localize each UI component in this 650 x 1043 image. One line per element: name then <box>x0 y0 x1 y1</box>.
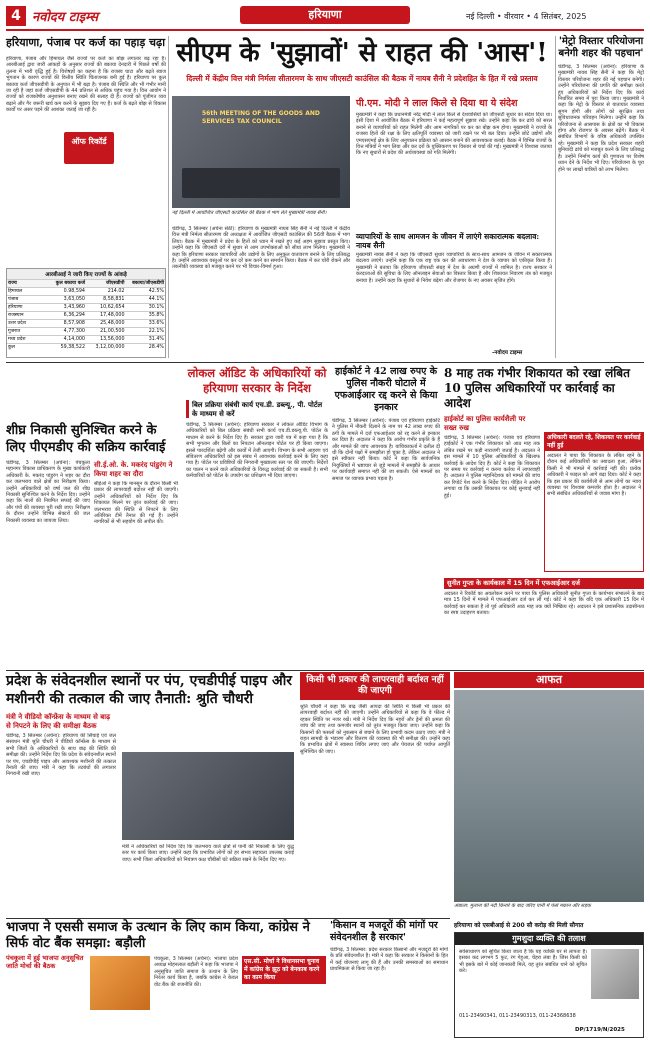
complaint-box <box>544 432 644 572</box>
table-cell: हरियाणा <box>8 305 23 310</box>
dais <box>182 168 340 198</box>
complaint-box-2 <box>444 578 644 666</box>
table-cell: 25,48,000 <box>100 321 125 326</box>
farmers-headline: 'किसान व मजदूरों की मांगों पर संवेदनशील है सरकार' <box>330 920 438 943</box>
missing-title: गुमशुदा व्यक्ति की तलाश <box>455 933 643 945</box>
missing-block <box>454 932 644 1038</box>
bjp-callout: एस.सी. मोर्चा ने विधानसभा चुनाव में कांग्रेस के झूठ को बेनकाब करने का काम किया <box>242 956 326 984</box>
lead-right-body-2: मुख्यमंत्री नायब सैनी ने कहा कि जीएसटी सुधार व्यापारियों के साथ-साथ आमजन के जीवन में सकारात्मक बदलाव लाएंगे। उन्होंने कहा कि एक राष्ट्र एक कर की अवधारणा ने देश के व्यापार को एकीकृत किया है। मुख्यमंत्री ने बताया कि हरियाणा जीएसटी संग्रह में देश के अग्रणी राज्यों में शामिल है। राज्य सरकार ने करदाताओं की सुविधा के लिए ऑनलाइन सेवाओं का विस्तार किया है और शिकायत निवारण तंत्र को मजबूत बनाया है। उन्होंने कहा कि सुधारों से निवेश बढ़ेगा और रोजगार के नए अवसर सृजित होंगे। <box>356 252 552 284</box>
lead-subhead-2: व्यापारियों के साथ आमजन के जीवन में लाएंगे सकारात्मक बदलाव: नायब सैनी <box>356 232 540 250</box>
table-cell: 35.8% <box>148 313 164 318</box>
pmda-body-b: सीईओ ने कहा कि मानसून के दौरान किसी भी प्रकार की लापरवाही बर्दाश्त नहीं की जाएगी। उन्होंने अधिकारियों को निर्देश दिए कि शिकायत मिलने पर तुरंत कार्रवाई की जाए। जलभराव की स्थिति से निपटने के लिए अतिरिक्त टीमें तैनात की गई हैं। उन्होंने नागरिकों से भी सहयोग की अपील की। <box>94 481 178 526</box>
table-cell: 28.4% <box>148 345 164 350</box>
table-row <box>7 287 165 295</box>
pmda-kicker <box>94 460 178 601</box>
table-row <box>7 295 165 303</box>
table-cell: 10,62,654 <box>100 305 125 310</box>
table-cell: राजस्थान <box>8 313 24 318</box>
lead-story <box>172 36 552 358</box>
table-cell: 17,48,000 <box>100 313 125 318</box>
gst-meeting-photo <box>172 96 350 208</box>
table-title: आरबीआई ने जारी किए राज्यों के आंकड़े <box>7 269 165 279</box>
table-cell: 3,43,960 <box>63 305 85 310</box>
flood-photo <box>454 690 644 902</box>
masthead <box>0 0 650 32</box>
table-cell: 22.1% <box>148 329 164 334</box>
audit-kicker <box>186 400 328 418</box>
table-cell: मध्य प्रदेश <box>8 337 26 342</box>
minister-photo <box>122 752 294 840</box>
complaint-block <box>444 366 644 666</box>
pmda-kicker-text: सी.ई.ओ. के. मकरंद पांडुरंग ने किया शहर का दौरा <box>94 460 173 478</box>
table-cell: उत्तर प्रदेश <box>8 321 26 326</box>
table-header-row <box>7 279 165 287</box>
bjp-body: पंचकूला, 3 सितम्बर (अर्चना): भाजपा प्रदेश अध्यक्ष मोहनलाल बड़ौली ने कहा कि भाजपा ने अनुसूचित जाति समाज के उत्थान के लिए निरंतर कार्य किया है, जबकि कांग्रेस ने केवल वोट बैंक की राजनीति की। <box>154 956 238 988</box>
bjp-kicker: पंचकूला में हुई भाजपा अनुसूचित जाति मोर्चा की बैठक <box>6 954 84 970</box>
row-rule-2 <box>6 670 644 671</box>
table-cell: 3,63,050 <box>63 297 85 302</box>
column-divider-2 <box>555 36 556 358</box>
row-rule-3 <box>6 918 450 919</box>
table-cell: 33.6% <box>148 321 164 326</box>
table-cell: 8,58,831 <box>103 297 125 302</box>
farmers-block <box>330 920 448 1038</box>
section-head: पी.एम. मोदी ने लाल किले से दिया था ये संदेश <box>356 98 518 109</box>
complaint-box2-body: अदालत ने रिकॉर्ड का अवलोकन करने पर पाया कि पुलिस अधिकारी सुनीत गुप्ता के कार्यभार संभालने के बाद मात्र 15 दिनों में मामले में एफआईआर दर्ज कर ली गई। कोर्ट ने कहा कि यदि एक अधिकारी 15 दिन में कार्रवाई कर सकता है तो पूर्व अधिकारी आठ माह तक क्यों निष्क्रिय रहे। अदालत ने इसे प्रशासनिक उदासीनता का स्पष्ट उदाहरण बताया। <box>444 591 644 617</box>
scam-headline: हाईकोर्ट ने 42 लाख रुपए के पुलिस नौकरी घोटाले में एफआईआर रद्द करने से किया इनकार <box>334 366 438 413</box>
table-row <box>7 303 165 311</box>
masthead-rule <box>6 29 644 31</box>
photo-caption: नई दिल्ली में आयोजित जीएसटी काउंसिल की बैठक में भाग लेते मुख्यमंत्री नायब सैनी। <box>172 210 327 216</box>
audit-body: चंडीगढ़, 3 सितम्बर (अर्चना): हरियाणा सरकार ने लोकल ऑडिट विभाग के अधिकारियों को बिल प्रक्रिया संबंधी सभी कार्य एच.डी.डब्ल्यू.पी. पोर्टल के माध्यम से करने के निर्देश दिए हैं। सरकार द्वारा जारी पत्र में कहा गया है कि सभी भुगतान और बिलों का निपटान ऑनलाइन पोर्टल पर ही किया जाएगा। इससे पारदर्शिता बढ़ेगी और कार्यों में तेजी आएगी। विभाग के सभी आहरण एवं संवितरण अधिकारियों को इस संबंध में आवश्यक कार्रवाई करने के लिए कहा गया है। पोर्टल पर प्रविष्टियों की निगरानी मुख्यालय स्तर पर की जाएगी। निर्देशों का पालन न करने वाले अधिकारियों के विरुद्ध कार्रवाई की जा सकती है। सभी कर्मचारियों को पोर्टल के उपयोग का प्रशिक्षण भी दिया जाएगा। <box>186 422 328 480</box>
scam-block <box>332 366 440 666</box>
missing-person-photo <box>591 949 639 999</box>
missing-phone: 011-23490341, 011-23490313, 011-24368638 <box>459 1013 576 1019</box>
pmda-headline: शीघ्र निकासी सुनिश्चित करने के लिए पीएमडीए की सक्रिय कार्रवाई <box>6 423 166 455</box>
table-cell: कुल <box>8 345 15 350</box>
table-cell: 4,14,000 <box>63 337 85 342</box>
lead-left-body: चंडीगढ़, 3 सितम्बर (अर्चना सेठी): हरियाणा के मुख्यमंत्री नायब सिंह सैनी ने नई दिल्ली में केंद्रीय वित्त मंत्री निर्मला सीतारमण की अध्यक्षता में आयोजित जीएसटी काउंसिल की 56वीं बैठक में भाग लिया। बैठक में मुख्यमंत्री ने प्रदेश के हितों को ध्यान में रखते हुए कई अहम सुझाव प्रस्तुत किए। उन्होंने कहा कि जीएसटी दरों में सुधार से आम उपभोक्ताओं को सीधा लाभ मिलेगा। मुख्यमंत्री ने कहा कि हरियाणा सरकार व्यापारियों और उद्योगों के लिए अनुकूल वातावरण बनाने के लिए प्रतिबद्ध है। उन्होंने आवश्यक वस्तुओं पर कर दरें कम करने का समर्थन किया। बैठक में कर चोरी रोकने और तकनीकी व्यवस्था को मजबूत करने पर भी विचार-विमर्श हुआ। <box>172 226 350 271</box>
complaint-headline: 8 माह तक गंभीर शिकायत को रखा लंबित 10 पुलिस अधिकारियों पर कार्रवाई का आदेश <box>444 366 630 410</box>
table-cell: 44.1% <box>148 297 164 302</box>
metro-body: चंडीगढ़, 3 सितम्बर (अर्चना): हरियाणा के मुख्यमंत्री नायब सिंह सैनी ने कहा कि मेट्रो विस्तार परियोजना शहर की नई पहचान बनेगी। उन्होंने परियोजना की प्रगति की समीक्षा करते हुए अधिकारियों को निर्देश दिए कि कार्य निर्धारित समय में पूरा किया जाए। मुख्यमंत्री ने कहा कि मेट्रो के विस्तार से यातायात व्यवस्था सुगम होगी और लोगों को सुरक्षित तथा सुविधाजनक परिवहन मिलेगा। उन्होंने कहा कि परियोजना से आसपास के क्षेत्रों का भी विकास होगा और रोजगार के अवसर बढ़ेंगे। बैठक में संबंधित विभागों के वरिष्ठ अधिकारी उपस्थित रहे। मुख्यमंत्री ने कहा कि प्रदेश सरकार शहरी बुनियादी ढांचे को मजबूत करने के लिए प्रतिबद्ध है। उन्होंने निर्माण कार्य की गुणवत्ता पर विशेष ध्यान देने के निर्देश भी दिए। परियोजना के पूरा होने पर लाखों यात्रियों को लाभ मिलेगा। <box>558 64 644 173</box>
column-divider <box>168 36 169 358</box>
table-cell: 4,77,300 <box>63 329 85 334</box>
quote-body: श्रुति चौधरी ने कहा कि बाढ़ जैसी आपदा की स्थिति में किसी भी प्रकार की लापरवाही बर्दाश्त नहीं की जाएगी। उन्होंने अधिकारियों से कहा कि वे फील्ड में रहकर स्थिति पर नजर रखें। मंत्री ने निर्देश दिए कि नहरों और ड्रेनों की क्षमता की जांच की जाए तथा कमजोर स्थानों को तुरंत मजबूत किया जाए। उन्होंने कहा कि किसानों की फसलों को नुकसान से बचाने के लिए प्रभावी कदम उठाए जाएं। मंत्री ने राहत सामग्री के भंडारण और वितरण की व्यवस्था की भी समीक्षा की। उन्होंने कहा कि प्रभावित क्षेत्रों में स्वास्थ्य शिविर लगाए जाएं और पेयजल की पर्याप्त आपूर्ति सुनिश्चित की जाए। <box>300 704 450 755</box>
table-cell: बकाया/जीएसडीपी <box>132 281 164 286</box>
byline: -नवोदय टाइम्स <box>492 350 523 356</box>
table-cell: हिमाचल <box>8 289 23 294</box>
debt-headline: हरियाणा, पंजाब पर कर्ज का पहाड़ चढ़ा <box>6 36 166 49</box>
table-cell: गुजरात <box>8 329 21 334</box>
table-cell: 6,36,294 <box>63 313 85 318</box>
table-body <box>7 279 165 351</box>
complaint-box-title: अधिकारी बदलते रहे, शिकायत पर कार्रवाई नहीं हुई <box>545 433 643 451</box>
lead-headline: सीएम के 'सुझावों' से राहत की 'आस'! <box>176 38 548 68</box>
table-cell: 13,56,000 <box>100 337 125 342</box>
table-cell: 31.4% <box>148 337 164 342</box>
debt-story <box>6 36 166 358</box>
metro-story <box>558 36 644 358</box>
table-cell: 214.02 <box>107 289 125 294</box>
sites-kicker: मंत्री ने वीडियो कॉन्फ्रेंस के माध्यम से बाढ़ से निपटने के लिए की समीक्षा बैठक <box>6 712 111 730</box>
table-row <box>7 311 165 319</box>
table-cell: 59,38,522 <box>60 345 85 350</box>
table-cell: पंजाब <box>8 297 19 302</box>
badoli-photo <box>90 956 150 1010</box>
adv-strip: हरियाणा को एसबीआई से 200 सौ करोड़ की मिली सौगात <box>454 922 584 929</box>
table-row <box>7 327 165 335</box>
table-cell: 30.1% <box>148 305 164 310</box>
sites-headline: प्रदेश के संवेदनशील स्थानों पर पंप, एचडीपीई पाइप और मशीनरी की तत्काल की जाए तैनाती: श्रुति चौधरी <box>6 673 292 707</box>
disaster-label: आफत <box>454 672 644 688</box>
quote-block <box>300 672 450 922</box>
table-cell: 42.5% <box>148 289 164 294</box>
table-row <box>7 319 165 327</box>
bjp-headline: भाजपा ने एससी समाज के उत्थान के लिए काम किया, कांग्रेस ने सिर्फ वोट बैंक समझा: बड़ौली <box>6 920 310 951</box>
section-tab: हरियाणा <box>240 6 410 24</box>
missing-ad-ref: DP/1719/N/2025 <box>575 1027 625 1033</box>
metro-headline: 'मेट्रो विस्तार परियोजना बनेगी शहर की पहचान' <box>558 36 644 59</box>
sites-body-a: चंडीगढ़, 3 सितम्बर (अर्चना): हरियाणा की सिंचाई एवं जल संसाधन मंत्री श्रुति चौधरी ने वीडियो कॉन्फ्रेंस के माध्यम से सभी जिलों के अधिकारियों के साथ बाढ़ की स्थिति की समीक्षा की। उन्होंने निर्देश दिए कि प्रदेश के संवेदनशील स्थानों पर पंप, एचडीपीई पाइप और आवश्यक मशीनरी की तत्काल तैनाती की जाए। मंत्री ने कहा कि तटबंधों की लगातार निगरानी रखी जाए। <box>6 733 116 778</box>
debt-table <box>6 268 166 358</box>
dateline: नई दिल्ली • वीरवार • 4 सितंबर, 2025 <box>466 12 587 21</box>
table-cell: 8,57,908 <box>63 321 85 326</box>
debt-body: हरियाणा, पंजाब और हिमाचल जैसे राज्यों पर कर्ज का बोझ लगातार बढ़ रहा है। आरबीआई द्वारा जारी आंकड़ों के अनुसार राज्यों की बकाया देनदारी में पिछले वर्षों की तुलना में भारी वृद्धि हुई है। विशेषज्ञों का कहना है कि राजस्व घाटा और बढ़ते ब्याज भुगतान के कारण राज्यों की वित्तीय स्थिति चिंताजनक बनी हुई है। हरियाणा पर कुल बकाया कर्ज जीएसडीपी के अनुपात में भी बढ़ा है। पंजाब की स्थिति और भी गंभीर मानी जा रही है जहां कर्ज जीएसडीपी के 44 प्रतिशत से अधिक पहुंच गया है। वित्त आयोग ने राज्यों को राजकोषीय अनुशासन बनाए रखने की सलाह दी है। राज्यों को पूंजीगत व्यय बढ़ाने और गैर जरूरी खर्च कम करने के सुझाव दिए गए हैं। कर्ज के बढ़ते बोझ से विकास कार्यों पर असर पड़ने की आशंका जताई जा रही है। <box>6 56 166 114</box>
complaint-kicker: हाईकोर्ट का पुलिस कार्यशैली पर सख्त रुख <box>444 414 526 432</box>
flood-caption: अंबाला: मुलाना की नदी किनारे के बाद जरिए पानी में फंसे मकान और सड़क <box>454 903 591 909</box>
table-cell: कुल बकाया कर्ज <box>55 281 85 286</box>
bjp-block <box>6 920 326 1038</box>
missing-body: सर्वसाधारण को सूचित किया जाता है कि यह व्यक्ति घर से लापता है। इसका कद लगभग 5 फुट, रंग गेहुआ, चेहरा लंबा है। जिस किसी को भी इसके बारे में कोई जानकारी मिले, वह तुरंत संबंधित थाने को सूचित करे। <box>459 949 587 975</box>
scam-body: चंडीगढ़, 3 सितम्बर (अर्चना): पंजाब एवं हरियाणा हाईकोर्ट ने पुलिस में नौकरी दिलाने के नाम पर 42 लाख रुपए की ठगी के मामले में दर्ज एफआईआर को रद्द करने से इनकार कर दिया है। अदालत ने कहा कि आरोप गंभीर प्रकृति के हैं और मामले की जांच आवश्यक है। याचिकाकर्ता ने दलील दी थी कि दोनों पक्षों में समझौता हो चुका है, लेकिन अदालत ने इसे स्वीकार नहीं किया। कोर्ट ने कहा कि सार्वजनिक नियुक्तियों में भ्रष्टाचार से जुड़े मामलों में समझौते के आधार पर कार्यवाही समाप्त नहीं की जा सकती। ऐसे मामलों का समाज पर व्यापक प्रभाव पड़ता है। <box>332 418 440 482</box>
photo-banner: 56th MEETING OF THE GOODS AND SERVICES TAX COUNCIL <box>202 110 320 125</box>
farmers-body: चंडीगढ़, 3 सितम्बर: प्रदेश सरकार किसानों और मजदूरों की मांगों के प्रति संवेदनशील है। मंत्री ने कहा कि सरकार ने किसानों के हित में कई योजनाएं लागू की हैं और उनकी समस्याओं का समाधान प्राथमिकता से किया जा रहा है। <box>330 947 448 973</box>
quote-box: किसी भी प्रकार की लापरवाही बर्दाश्त नहीं की जाएगी <box>300 672 450 700</box>
lead-subhead: दिल्ली में केंद्रीय वित्त मंत्री निर्मला सीतारमण के साथ जीएसटी काउंसिल की बैठक में नायब सैनी ने प्रदेशहित के हित में रखे प्रस्ताव <box>172 72 552 86</box>
pmda-body-a: चंडीगढ़, 3 सितम्बर (अर्चना): पंचकूला महानगर विकास प्राधिकरण के मुख्य कार्यकारी अधिकारी के. मकरंद पांडुरंग ने शहर का दौरा कर जलभराव वाले क्षेत्रों का निरीक्षण किया। उन्होंने अधिकारियों को वर्षा जल की शीघ्र निकासी सुनिश्चित करने के निर्देश दिए। उन्होंने कहा कि नालों की नियमित सफाई की जाए और पंपों की व्यवस्था पूरी रखी जाए। निरीक्षण के दौरान उन्होंने विभिन्न सेक्टरों की जल निकासी व्यवस्था का जायजा लिया। <box>6 460 90 524</box>
table-cell: 21,00,500 <box>100 329 125 334</box>
complaint-box-body: अदालत ने पाया कि शिकायत के लंबित रहने के दौरान कई अधिकारियों का तबादला हुआ, लेकिन किसी ने भी मामले में कार्रवाई नहीं की। प्रत्येक अधिकारी ने फाइल को आगे बढ़ा दिया। कोर्ट ने कहा कि इस प्रकार की कार्यशैली से आम लोगों का न्याय व्यवस्था पर विश्वास कमजोर होता है। अदालत ने सभी संबंधित अधिकारियों से जवाब मांगा है। <box>547 453 641 498</box>
complaint-box2-title: सुनीत गुप्ता के कार्यकाल में 15 दिन में एफआईआर दर्ज <box>444 578 644 589</box>
table-cell: 0.98,594 <box>63 289 85 294</box>
off-record-badge: ऑफ रिकॉर्ड <box>64 132 114 164</box>
audit-kicker-text: बिल प्रक्रिया संबंधी कार्य एच.डी. डब्ल्यू., पी. पोर्टल के माध्यम से करें <box>192 400 323 418</box>
row-rule-1 <box>6 362 644 363</box>
sites-body-b: मंत्री ने अधिकारियों को निर्देश दिए कि जलभराव वाले क्षेत्रों से पानी की निकासी के लिए युद्ध स्तर पर कार्य किया जाए। उन्होंने कहा कि प्रभावित लोगों को हर संभव सहायता उपलब्ध कराई जाए। सभी जिला अधिकारियों को नियंत्रण कक्ष चौबीसों घंटे सक्रिय रखने के निर्देश दिए गए। <box>122 844 294 863</box>
pmda-block <box>6 422 178 672</box>
complaint-body: चंडीगढ़, 3 सितम्बर (अर्चना): पंजाब एवं हरियाणा हाईकोर्ट ने एक गंभीर शिकायत को आठ माह तक लंबित रखने पर कड़ी नाराजगी जताई है। अदालत ने इस मामले में 10 पुलिस अधिकारियों के खिलाफ कार्रवाई के आदेश दिए हैं। कोर्ट ने कहा कि शिकायत पर समय पर कार्रवाई न करना कर्तव्य में लापरवाही है। अदालत ने पुलिस महानिदेशक को मामले की जांच कर रिपोर्ट पेश करने के निर्देश दिए। पीड़ित ने आरोप लगाया था कि उसकी शिकायत पर कोई सुनवाई नहीं हुई। <box>444 435 540 499</box>
sites-block <box>6 672 296 922</box>
audit-headline-main: लोकल ऑडिट के अधिकारियों को हरियाणा सरकार के निर्देश <box>187 366 327 395</box>
table-cell: 3,12,00,000 <box>95 345 125 350</box>
page-number: 4 <box>6 6 26 26</box>
table-row <box>7 343 165 351</box>
disaster-block <box>454 672 644 922</box>
table-cell: जीएसडीपी <box>106 281 125 286</box>
table-cell: राज्य <box>8 281 17 286</box>
audit-block <box>186 366 328 666</box>
lead-right-body: मुख्यमंत्री ने कहा कि प्रधानमंत्री नरेंद्र मोदी ने लाल किले से देशवासियों को जीएसटी सुधार का संदेश दिया था। इसी दिशा में आयोजित बैठक में हरियाणा ने कई महत्वपूर्ण सुझाव रखे। उन्होंने कहा कि कर ढांचे को सरल बनाने से व्यापारियों को राहत मिलेगी और आम नागरिकों पर कर का बोझ कम होगा। मुख्यमंत्री ने राज्यों के राजस्व हितों की रक्षा के लिए क्षतिपूर्ति व्यवस्था को जारी रखने पर भी बल दिया। उन्होंने छोटे उद्योगों और एमएसएमई क्षेत्र के लिए अनुपालन प्रक्रिया को आसान बनाने की आवश्यकता बताई। बैठक में विभिन्न राज्यों के वित्त मंत्रियों ने भाग लिया और कर दरों के युक्तिकरण पर विस्तार से चर्चा की गई। मुख्यमंत्री ने विश्वास जताया कि नए सुधारों से प्रदेश की अर्थव्यवस्था को गति मिलेगी। <box>356 112 552 157</box>
brand-logo: नवोदय टाइम्स <box>32 10 99 25</box>
table-row <box>7 335 165 343</box>
